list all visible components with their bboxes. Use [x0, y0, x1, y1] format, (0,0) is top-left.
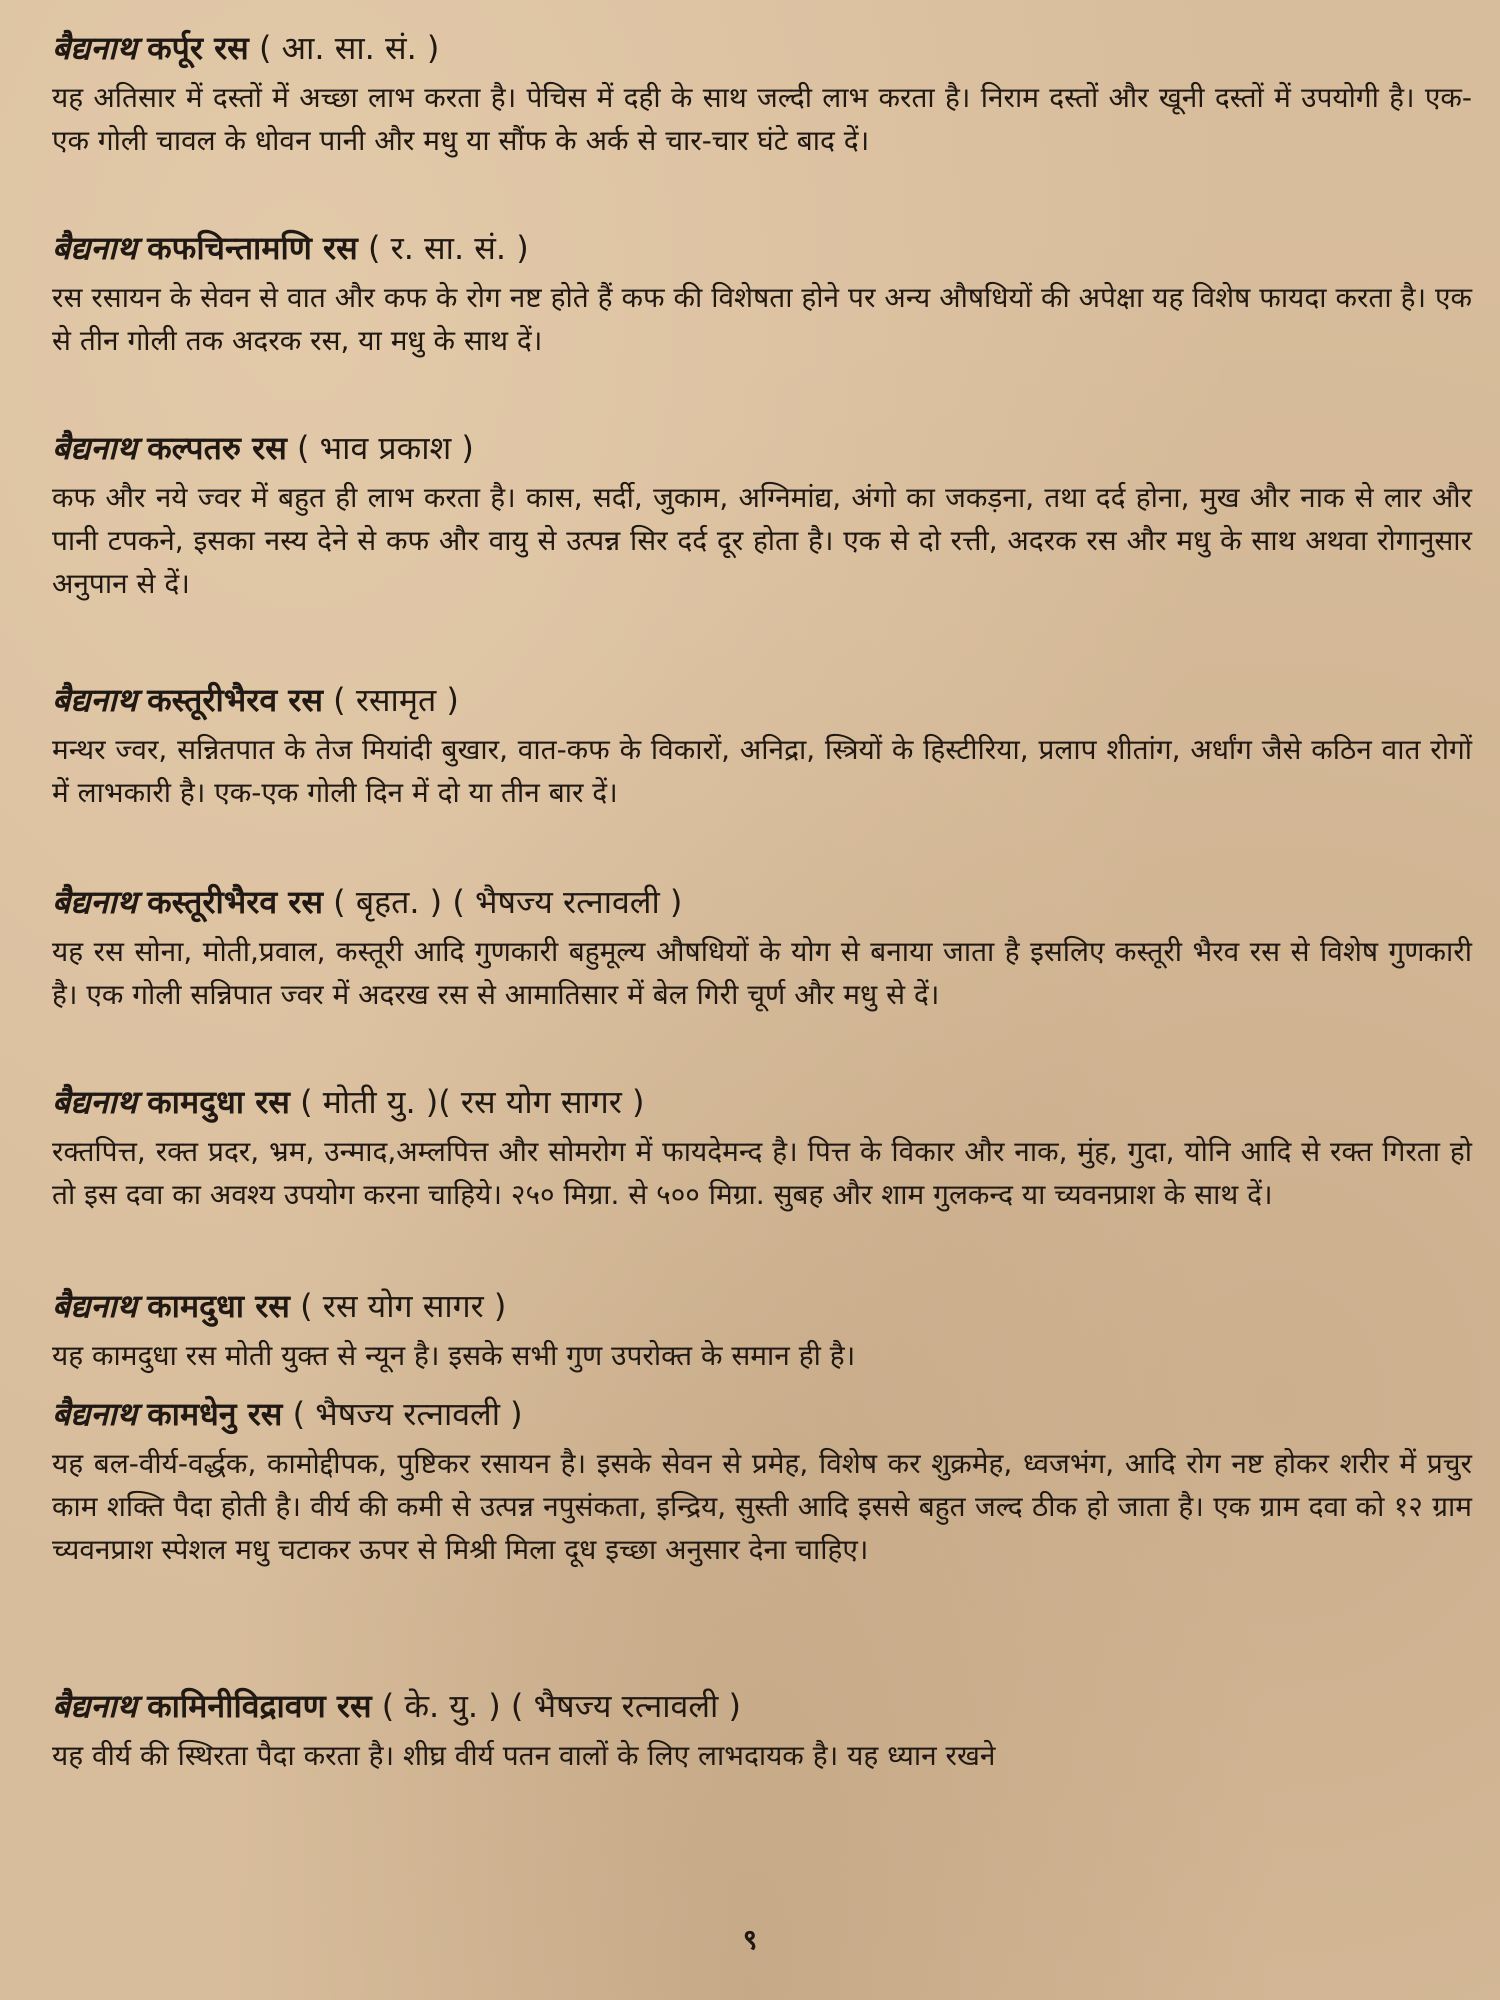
entry-description: रस रसायन के सेवन से वात और कफ के रोग नष्ट होते हैं कफ की विशेषता होने पर अन्य औषधियों की अपेक्षा यह विशेष फायदा करता है। एक से तीन गोली तक अदरक रस, या मधु के साथ दें।	[52, 281, 1472, 357]
medicine-name: कस्तूरीभैरव रस	[147, 883, 323, 921]
reference-source: ( आ. सा. सं. )	[258, 29, 440, 67]
reference-source: ( र. सा. सं. )	[367, 229, 529, 267]
entry-title	[52, 28, 1472, 68]
entry-kalpataru-ras	[52, 428, 1472, 605]
reference-source: ( भैषज्य रत्नावली )	[292, 1395, 523, 1433]
medicine-name: कर्पूर रस	[147, 29, 249, 67]
entry-description: रक्तपित्त, रक्त प्रदर, भ्रम, उन्माद,अम्लपित्त और सोमरोग में फायदेमन्द है। पित्त के विकार और नाक, मुंह, गुदा, योनि आदि से रक्त गिरता हो तो इस दवा का अवश्य उपयोग करना चाहिये। २५० मिग्रा. से ५०० मिग्रा. सुबह और शाम गुलकन्द या च्यवनप्राश के साथ दें।	[52, 1135, 1472, 1211]
medicine-name: कामधेनु रस	[147, 1395, 283, 1433]
reference-source: ( भाव प्रकाश )	[297, 429, 474, 467]
page-number: ९	[742, 1923, 758, 1956]
entry-description: यह वीर्य की स्थिरता पैदा करता है। शीघ्र वीर्य पतन वालों के लिए लाभदायक है। यह ध्यान रखने	[52, 1739, 996, 1772]
entry-title	[52, 1394, 1472, 1434]
medicine-name: कामिनीविद्रावण रस	[147, 1687, 372, 1725]
brand-name: बैद्यनाथ	[52, 1687, 137, 1725]
brand-name: बैद्यनाथ	[52, 1395, 137, 1433]
entry-description: यह बल-वीर्य-वर्द्धक, कामोद्दीपक, पुष्टिकर रसायन है। इसके सेवन से प्रमेह, विशेष कर शुक्रमेह, ध्वजभंग, आदि रोग नष्ट होकर शरीर में प्रचुर काम शक्ति पैदा होती है। वीर्य की कमी से उत्पन्न नपुसंकता, इन्द्रिय, सुस्ती आदि इससे बहुत जल्द ठीक हो जाता है। एक ग्राम दवा को १२ ग्राम च्यवनप्राश स्पेशल मधु चटाकर ऊपर से मिश्री मिला दूध इच्छा अनुसार देना चाहिए।	[52, 1447, 1472, 1566]
brand-name: बैद्यनाथ	[52, 681, 137, 719]
entry-kasturibhairav-ras	[52, 680, 1472, 814]
entry-description: यह रस सोना, मोती,प्रवाल, कस्तूरी आदि गुणकारी बहुमूल्य औषधियों के योग से बनाया जाता है इसलिए कस्तूरी भैरव रस से विशेष गुणकारी है। एक गोली सन्निपात ज्वर में अदरख रस से आमातिसार में बेल गिरी चूर्ण और मधु से दें।	[52, 935, 1472, 1011]
entry-kamdudha-ras	[52, 1286, 1472, 1377]
entry-karpur-ras	[52, 28, 1472, 162]
entry-title	[52, 228, 1472, 268]
entry-title	[52, 1082, 1472, 1122]
entry-kamdhenu-ras	[52, 1394, 1472, 1571]
medicine-name: कस्तूरीभैरव रस	[147, 681, 323, 719]
brand-name: बैद्यनाथ	[52, 883, 137, 921]
entry-title	[52, 1286, 1472, 1326]
entry-title	[52, 1686, 1472, 1726]
entry-description: मन्थर ज्वर, सन्नितपात के तेज मियांदी बुखार, वात-कफ के विकारों, अनिद्रा, स्त्रियों के हिस्टीरिया, प्रलाप शीतांग, अर्धांग जैसे कठिन वात रोगों में लाभकारी है। एक-एक गोली दिन में दो या तीन बार दें।	[52, 733, 1472, 809]
reference-source: ( के. यु. ) ( भैषज्य रत्नावली )	[381, 1687, 741, 1725]
brand-name: बैद्यनाथ	[52, 1083, 137, 1121]
reference-source: ( मोती यु. )( रस योग सागर )	[300, 1083, 645, 1121]
entry-title	[52, 428, 1472, 468]
entry-kamdudha-ras-moti	[52, 1082, 1472, 1216]
reference-source: ( बृहत. ) ( भैषज्य रत्नावली )	[333, 883, 683, 921]
brand-name: बैद्यनाथ	[52, 29, 137, 67]
entry-title	[52, 680, 1472, 720]
entry-kasturibhairav-ras-brihat	[52, 882, 1472, 1016]
entry-description: यह कामदुधा रस मोती युक्त से न्यून है। इसके सभी गुण उपरोक्त के समान ही है।	[52, 1339, 856, 1372]
brand-name: बैद्यनाथ	[52, 1287, 137, 1325]
entry-title	[52, 882, 1472, 922]
entry-description: कफ और नये ज्वर में बहुत ही लाभ करता है। कास, सर्दी, जुकाम, अग्निमांद्य, अंगो का जकड़ना, तथा दर्द होना, मुख और नाक से लार और पानी टपकने, इसका नस्य देने से कफ और वायु से उत्पन्न सिर दर्द दूर होता है। एक से दो रत्ती, अदरक रस और मधु के साथ अथवा रोगानुसार अनुपान से दें।	[52, 481, 1472, 600]
entry-description: यह अतिसार में दस्तों में अच्छा लाभ करता है। पेचिस में दही के साथ जल्दी लाभ करता है। निराम दस्तों और खूनी दस्तों में उपयोगी है। एक-एक गोली चावल के धोवन पानी और मधु या सौंफ के अर्क से चार-चार घंटे बाद दें।	[52, 81, 1472, 157]
medicine-name: कफचिन्तामणि रस	[147, 229, 358, 267]
brand-name: बैद्यनाथ	[52, 429, 137, 467]
medicine-name: कल्पतरु रस	[147, 429, 287, 467]
medicine-name: कामदुधा रस	[147, 1083, 290, 1121]
reference-source: ( रस योग सागर )	[300, 1287, 507, 1325]
entry-kaphchintamani-ras	[52, 228, 1472, 362]
reference-source: ( रसामृत )	[333, 681, 459, 719]
medicine-name: कामदुधा रस	[147, 1287, 290, 1325]
brand-name: बैद्यनाथ	[52, 229, 137, 267]
entry-kaminividravan-ras	[52, 1686, 1472, 1777]
